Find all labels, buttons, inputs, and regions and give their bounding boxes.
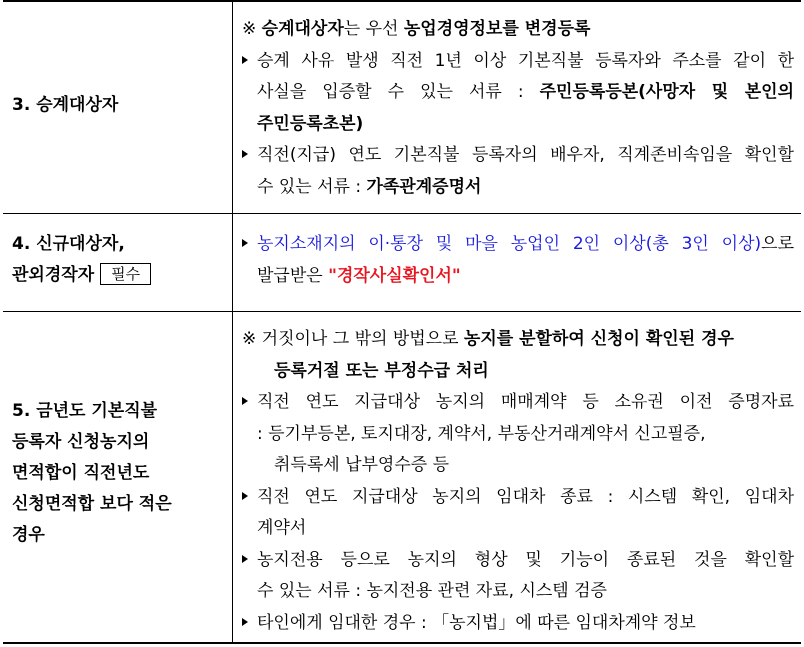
text-run: ※ 거짓이나 그 밖의 방법으로 <box>242 329 464 349</box>
triangle-bullet-icon <box>242 239 248 247</box>
triangle-bullet-icon <box>242 150 248 158</box>
continuation-line <box>242 576 794 608</box>
text-run: 타인에게 임대한 경우 : 「농지법」에 따른 임대차계약 정보 <box>257 612 696 633</box>
bullet-item <box>242 140 794 172</box>
note-line <box>242 14 794 46</box>
row-label-line: 5. 금년도 기본직불 <box>12 401 158 421</box>
row-label-line: 3. 승계대상자 <box>12 95 119 115</box>
text-run: 농업경영정보를 변경등록 <box>403 19 591 39</box>
bullet-item <box>242 229 794 261</box>
column-divider <box>232 0 233 643</box>
row-label <box>12 396 172 551</box>
text-run: 는 우선 <box>343 19 404 39</box>
text-run: 발급받은 <box>257 265 329 286</box>
text-run: 직전 연도 지급대상 농지의 임대차 종료 : 시스템 확인, 임대차 <box>257 486 794 507</box>
text-run: : 등기부등본, 토지대장, 계약서, 부동산거래계약서 신고필증, <box>257 423 706 444</box>
continuation-line <box>242 450 794 482</box>
text-run: ※ <box>242 19 262 39</box>
table-top-border <box>3 0 801 2</box>
continuation-line <box>242 513 794 545</box>
text-run: "경작사실확인서" <box>328 265 461 286</box>
row-content <box>242 14 794 203</box>
text-run: 취득록세 납부영수증 등 <box>274 455 450 475</box>
row-label-line <box>12 260 151 291</box>
continuation-line <box>242 419 794 451</box>
bullet-item <box>242 608 794 640</box>
continuation-line <box>242 109 794 141</box>
triangle-bullet-icon <box>242 397 248 405</box>
required-badge: 필수 <box>100 263 151 285</box>
text-run: 직전 연도 지급대상 농지의 매매계약 등 소유권 이전 증명자료 <box>257 392 794 412</box>
continuation-line <box>242 356 794 388</box>
continuation-line <box>242 77 794 109</box>
continuation-line <box>242 261 794 293</box>
row-label-line: 등록자 신청농지의 <box>12 432 150 452</box>
text-run: 수 있는 서류 : 농지전용 관련 자료, 시스템 검증 <box>257 581 607 601</box>
bullet-item <box>242 545 794 577</box>
table-bottom-border <box>3 642 801 644</box>
row-label-line: 4. 신규대상자, <box>12 234 125 254</box>
text-run: 으로 <box>761 234 794 254</box>
text-run: 농지소재지의 이·통장 및 마을 농업인 2인 이상(총 3인 이상) <box>257 234 762 254</box>
row-label-line: 경우 <box>12 525 45 545</box>
row-label <box>12 229 151 291</box>
row-label <box>12 90 118 121</box>
text-run: 승계대상자 <box>261 19 344 39</box>
note-line <box>242 324 794 356</box>
text-run: 승계 사유 발생 직전 1년 이상 기본직불 등록자와 주소를 같이 한 <box>257 50 794 71</box>
text-run: 주민등록등본(사망자 및 본인의 <box>539 82 794 102</box>
text-run: 사실을 입증할 수 있는 서류 : <box>257 82 540 102</box>
triangle-bullet-icon <box>242 555 248 563</box>
row-label-text: 관외경작자 <box>12 265 95 285</box>
row-content <box>242 229 794 292</box>
bullet-item <box>242 482 794 514</box>
text-run: 계약서 <box>257 518 307 538</box>
triangle-bullet-icon <box>242 56 248 64</box>
row-label-line: 신청면적합 보다 적은 <box>12 494 172 514</box>
row-divider <box>3 311 801 312</box>
text-run: 수 있는 서류 : <box>257 176 367 197</box>
continuation-line <box>242 172 794 204</box>
row-content <box>242 324 794 639</box>
bullet-item <box>242 46 794 78</box>
triangle-bullet-icon <box>242 492 248 500</box>
row-label-line: 면적합이 직전년도 <box>12 463 150 483</box>
text-run: 농지를 분할하여 신청이 확인된 경우 <box>463 329 734 349</box>
bullet-item <box>242 387 794 419</box>
text-run: 농지전용 등으로 농지의 형상 및 기능이 종료된 것을 확인할 <box>257 549 794 570</box>
triangle-bullet-icon <box>242 618 248 626</box>
text-run: 등록거절 또는 부정수급 처리 <box>274 360 489 381</box>
text-run: 주민등록초본) <box>257 113 364 134</box>
row-divider <box>3 213 801 214</box>
text-run: 직전(지급) 연도 기본직불 등록자의 배우자, 직계존비속임을 확인할 <box>257 145 794 165</box>
text-run: 가족관계증명서 <box>366 176 482 197</box>
